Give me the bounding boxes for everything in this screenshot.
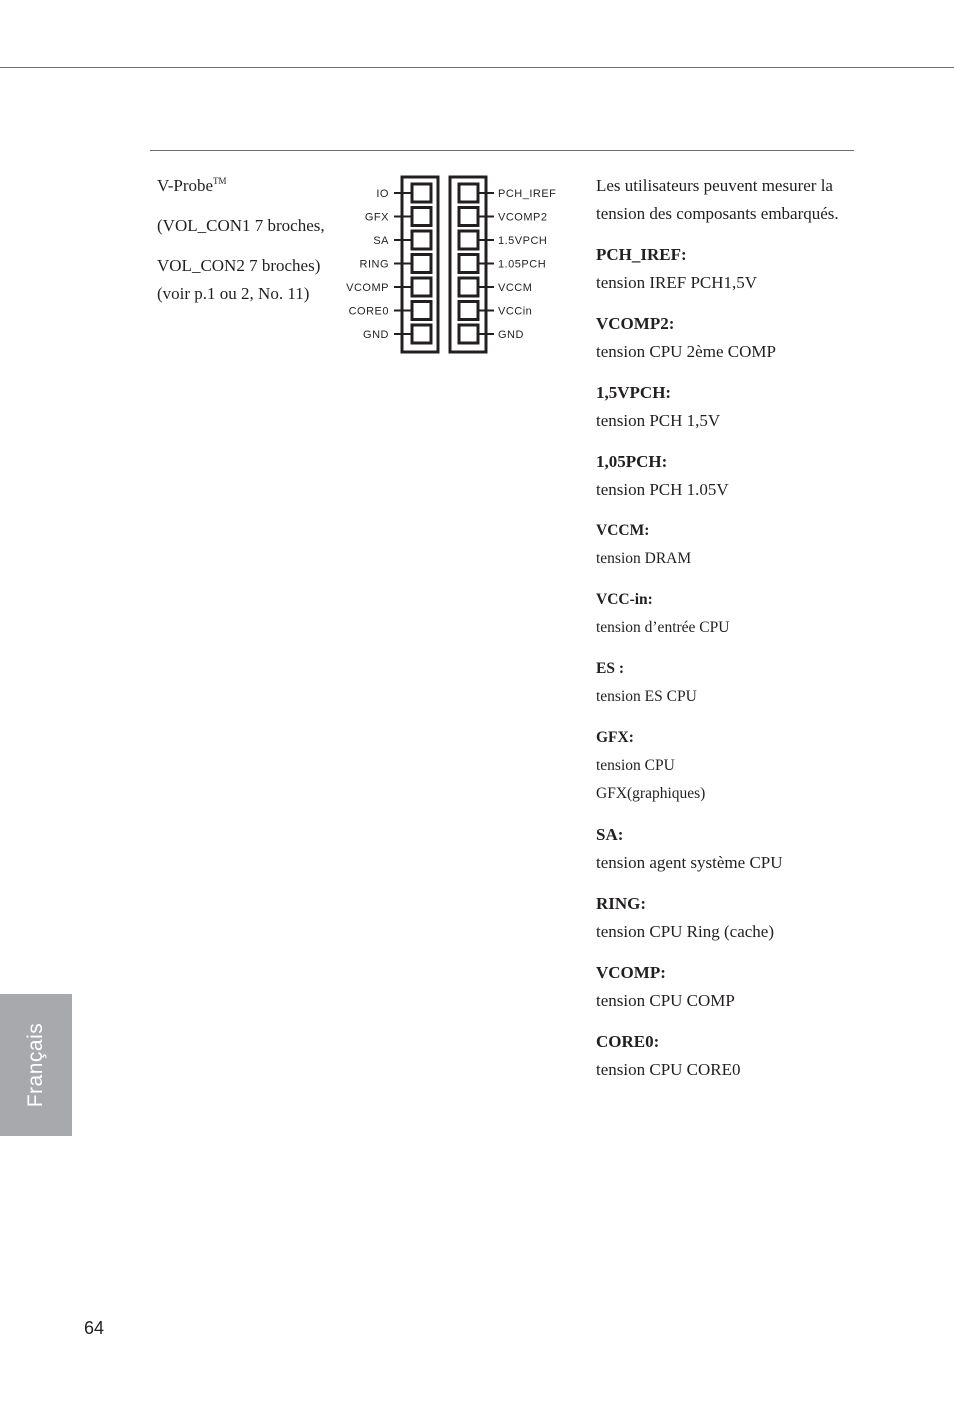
- definition-term: 1,5VPCH:: [596, 383, 672, 402]
- pin-label: PCH_IREF: [498, 188, 557, 200]
- right-pins: [459, 184, 556, 343]
- definition-item-vccm: [596, 517, 846, 573]
- connector-reference: (voir p.1 ou 2, No. 11): [157, 284, 310, 303]
- trademark-mark: TM: [213, 176, 227, 186]
- definition-item-pch-iref: [596, 241, 846, 297]
- language-tab: [0, 994, 72, 1136]
- pin-label: VCCM: [498, 282, 533, 294]
- pin-square: [412, 255, 431, 273]
- connector-vol-con1: (VOL_CON1 7 broches,: [157, 216, 325, 235]
- definition-term: 1,05PCH:: [596, 452, 668, 471]
- definition-item-vcomp: [596, 959, 846, 1015]
- definition-desc: tension ES CPU: [596, 688, 697, 705]
- pin-square: [459, 255, 478, 273]
- pin-label: VCOMP2: [498, 211, 548, 224]
- definition-desc: tension CPU COMP: [596, 991, 735, 1010]
- definition-item-gfx: [596, 724, 726, 808]
- definition-item-vcomp2: [596, 310, 846, 366]
- pin-definitions: [596, 172, 846, 1084]
- pin-label: VCOMP: [346, 282, 389, 294]
- definition-term: VCCM:: [596, 522, 650, 539]
- definition-item-ring: [596, 890, 846, 946]
- connector-vol-con2: VOL_CON2 7 broches): [157, 256, 321, 275]
- pin-label: RING: [359, 258, 389, 271]
- pin-label: 1.5VPCH: [498, 235, 548, 247]
- header-rule: [0, 67, 954, 68]
- pin-label: 1.05PCH: [498, 258, 547, 271]
- definition-item-core0: [596, 1028, 846, 1084]
- definition-desc: tension agent système CPU: [596, 853, 783, 872]
- connector-name: V-Probe: [157, 176, 214, 195]
- definition-item-vcc-in: [596, 586, 846, 642]
- pin-square: [412, 208, 431, 226]
- pin-square: [459, 302, 478, 320]
- definition-desc: tension d’entrée CPU: [596, 619, 730, 636]
- definition-term: VCOMP2:: [596, 314, 675, 333]
- pin-square: [459, 278, 478, 296]
- definition-desc: tension CPU CORE0: [596, 1060, 741, 1079]
- intro-text: Les utilisateurs peuvent mesurer la tension des composants embarqués.: [596, 176, 839, 223]
- pin-label: VCCin: [498, 305, 533, 318]
- definition-desc: tension CPU GFX(graphiques): [596, 757, 706, 802]
- language-tab-label: Français: [24, 1022, 47, 1108]
- definition-term: VCOMP:: [596, 963, 666, 982]
- pin-label: CORE0: [348, 305, 389, 318]
- pin-label: GFX: [364, 211, 389, 224]
- pin-label: GND: [363, 329, 389, 341]
- connector-title: [157, 172, 337, 200]
- pin-square: [459, 231, 478, 249]
- pin-square: [459, 325, 478, 343]
- section-rule: [150, 150, 854, 151]
- page-number: 64: [84, 1318, 105, 1338]
- pin-square: [412, 231, 431, 249]
- pin-square: [412, 302, 431, 320]
- definition-item-es: [596, 655, 846, 711]
- definition-item-1-05pch: [596, 448, 846, 504]
- definition-desc: tension IREF PCH1,5V: [596, 273, 758, 292]
- definition-term: PCH_IREF:: [596, 245, 687, 264]
- definition-term: ES :: [596, 660, 624, 677]
- definition-term: RING:: [596, 894, 647, 913]
- definition-desc: tension DRAM: [596, 550, 692, 567]
- pin-square: [412, 325, 431, 343]
- pin-square: [459, 184, 478, 202]
- definition-desc: tension CPU Ring (cache): [596, 922, 774, 941]
- pin-label: SA: [373, 235, 389, 247]
- pin-square: [412, 278, 431, 296]
- definition-term: GFX:: [596, 729, 634, 746]
- left-pins: [346, 184, 431, 343]
- definition-item-sa: [596, 821, 846, 877]
- connector-pin-diagram: [330, 170, 580, 360]
- connector-description: [157, 172, 337, 308]
- definition-term: CORE0:: [596, 1032, 660, 1051]
- definition-desc: tension PCH 1,5V: [596, 411, 721, 430]
- pin-label: IO: [376, 188, 389, 200]
- connector-diagram: [330, 170, 580, 360]
- definition-desc: tension PCH 1.05V: [596, 480, 729, 499]
- pin-square: [412, 184, 431, 202]
- definition-item-1-5vpch: [596, 379, 846, 435]
- definition-desc: tension CPU 2ème COMP: [596, 342, 776, 361]
- pin-label: GND: [498, 329, 524, 341]
- pin-square: [459, 208, 478, 226]
- definition-term: VCC-in:: [596, 591, 653, 608]
- definition-term: SA:: [596, 825, 624, 844]
